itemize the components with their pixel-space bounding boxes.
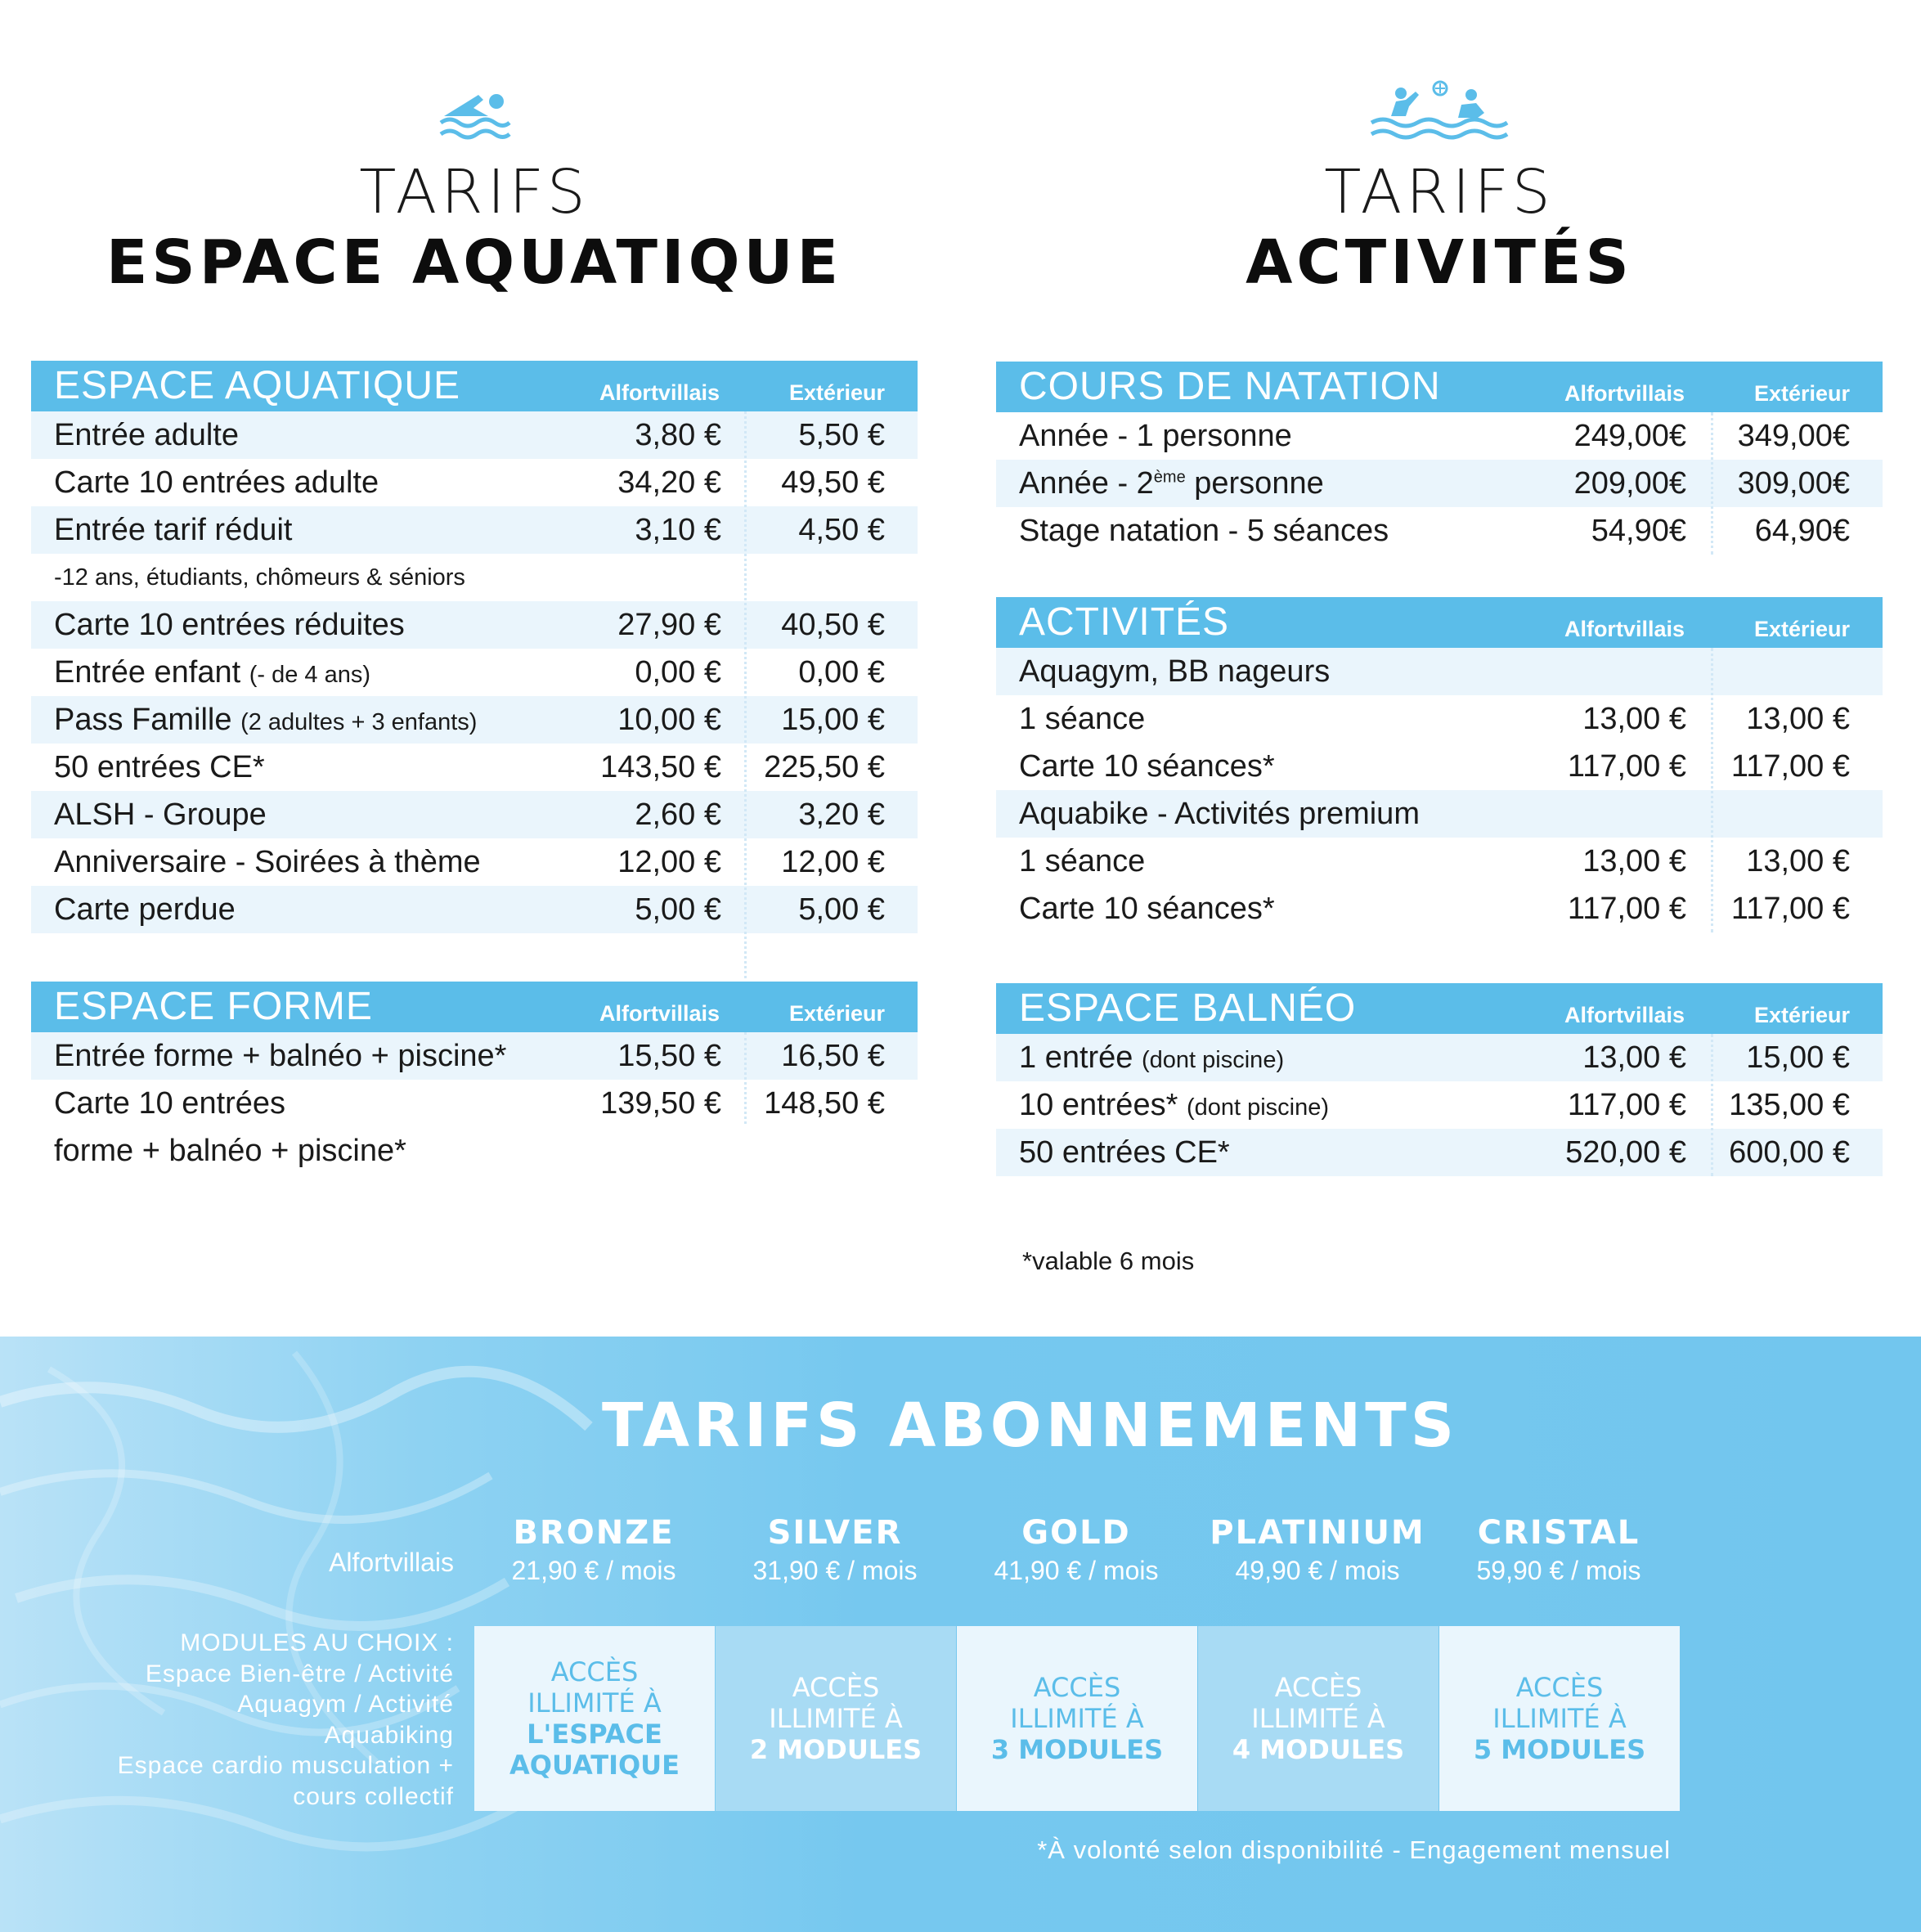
cours-natation-table (996, 362, 1883, 555)
price-exterieur: 13,00 € (1746, 702, 1850, 736)
price-alfortvillais: 13,00 € (1582, 702, 1686, 736)
price-alfortvillais: 27,90 € (617, 608, 721, 642)
validity-footnote: *valable 6 mois (1022, 1247, 1195, 1275)
row-label: Entrée forme + balnéo + piscine* (54, 1039, 507, 1073)
row-label-note: (- de 4 ans) (249, 662, 371, 688)
table-row (996, 743, 1883, 790)
tier-price: 31,90 € / mois (752, 1556, 918, 1585)
price-exterieur: 0,00 € (798, 655, 885, 690)
price-exterieur: 15,00 € (781, 703, 885, 737)
price-exterieur: 4,50 € (798, 513, 885, 547)
price-exterieur: 309,00€ (1737, 466, 1850, 501)
table-title: ACTIVITÉS (1019, 600, 1230, 644)
tier-name: SILVER (767, 1514, 903, 1552)
abonnements-section (0, 1337, 1921, 1932)
box-line: ILLIMITÉ À (769, 1703, 903, 1734)
row-label: 50 entrées CE* (54, 750, 265, 784)
price-exterieur: 15,00 € (1746, 1040, 1850, 1075)
tier-platinium (1197, 1513, 1438, 1587)
tier-name: CRISTAL (1477, 1514, 1640, 1552)
tier-gold (956, 1513, 1196, 1587)
tier-box-bronze (474, 1626, 715, 1811)
table-row (996, 838, 1883, 885)
espace-forme-table (31, 982, 918, 1175)
column-header-alfortvillais: Alfortvillais (599, 1001, 720, 1026)
price-exterieur: 600,00 € (1729, 1135, 1850, 1170)
table-row (31, 601, 918, 649)
table-row (31, 744, 918, 791)
price-row-label: Alfortvillais (329, 1548, 454, 1577)
box-line: ACCÈS (792, 1672, 880, 1703)
price-exterieur: 148,50 € (764, 1086, 885, 1121)
box-line: ILLIMITÉ À (1251, 1703, 1385, 1734)
row-label-main: Entrée enfant (54, 655, 241, 690)
table-title: ESPACE FORME (54, 985, 373, 1028)
table-row (996, 507, 1883, 555)
table-header (31, 361, 918, 411)
price-exterieur: 135,00 € (1729, 1088, 1850, 1122)
column-header-alfortvillais: Alfortvillais (1564, 381, 1685, 406)
price-exterieur: 5,00 € (798, 892, 885, 927)
table-title: ESPACE AQUATIQUE (54, 364, 461, 407)
espace-aquatique-table (31, 361, 918, 933)
row-label-note: (dont piscine) (1186, 1094, 1330, 1121)
box-line: ILLIMITÉ À (1492, 1703, 1627, 1734)
row-label: Stage natation - 5 séances (1019, 514, 1389, 548)
price-alfortvillais: 117,00 € (1567, 749, 1686, 784)
column-header-alfortvillais: Alfortvillais (1564, 617, 1685, 641)
column-header-exterieur: Extérieur (1753, 1003, 1850, 1027)
price-alfortvillais: 10,00 € (617, 703, 721, 737)
price-alfortvillais: 3,10 € (635, 513, 721, 547)
row-label: Carte 10 entrées adulte (54, 465, 379, 500)
row-label-main: 10 entrées* (1019, 1088, 1178, 1122)
column-header-alfortvillais: Alfortvillais (599, 380, 720, 405)
column-header-exterieur: Extérieur (788, 380, 885, 405)
tier-box-platinium (1198, 1626, 1439, 1811)
price-alfortvillais: 117,00 € (1567, 892, 1686, 926)
box-line: ILLIMITÉ À (1010, 1703, 1144, 1734)
row-label-note: (2 adultes + 3 enfants) (240, 709, 478, 735)
modules-list (45, 1628, 454, 1812)
tier-price: 59,90 € / mois (1476, 1556, 1641, 1585)
row-label-main: 1 entrée (1019, 1040, 1133, 1075)
abonnements-title: TARIFS ABONNEMENTS (601, 1391, 1458, 1461)
table-row (31, 459, 918, 506)
row-label-note: (dont piscine) (1142, 1047, 1285, 1073)
row-label (54, 649, 370, 699)
price-alfortvillais: 15,50 € (617, 1039, 721, 1073)
price-alfortvillais: 34,20 € (617, 465, 721, 500)
table-header (996, 597, 1883, 648)
table-row (31, 411, 918, 459)
table-row (996, 885, 1883, 932)
table-header (31, 982, 918, 1032)
tier-box-silver (716, 1626, 956, 1811)
table-title: ESPACE BALNÉO (1019, 986, 1357, 1030)
right-heading (965, 80, 1914, 298)
column-divider (744, 1032, 747, 1124)
left-heading-line1: TARIFS (359, 157, 590, 227)
price-exterieur: 117,00 € (1730, 892, 1850, 926)
left-heading (0, 88, 949, 298)
modules-line: MODULES AU CHOIX : (180, 1629, 454, 1656)
column-divider (1711, 412, 1713, 555)
price-exterieur: 5,50 € (798, 418, 885, 452)
row-note: -12 ans, étudiants, chômeurs & séniors (54, 564, 465, 591)
tier-silver (715, 1513, 955, 1587)
row-label (54, 696, 477, 746)
modules-line: Espace Bien-être / Activité (145, 1660, 454, 1687)
table-title: COURS DE NATATION (1019, 365, 1441, 408)
row-label: Carte 10 séances* (1019, 749, 1275, 784)
column-header-exterieur: Extérieur (788, 1001, 885, 1026)
row-label: Carte 10 séances* (1019, 892, 1275, 926)
row-label: ALSH - Groupe (54, 798, 267, 832)
row-label-main: Pass Famille (54, 703, 232, 737)
price-exterieur: 12,00 € (781, 845, 885, 879)
table-row (31, 791, 918, 838)
price-alfortvillais: 139,50 € (600, 1086, 721, 1121)
table-header (996, 362, 1883, 412)
price-alfortvillais: 0,00 € (635, 655, 721, 690)
price-alfortvillais: 5,00 € (635, 892, 721, 927)
row-label: forme + balnéo + piscine* (54, 1134, 406, 1168)
table-row (31, 649, 918, 696)
box-highlight: L'ESPACE (527, 1719, 662, 1750)
row-label: Aquabike - Activités premium (1019, 797, 1420, 831)
table-row (996, 1081, 1883, 1129)
table-row (996, 790, 1883, 838)
price-alfortvillais: 13,00 € (1582, 1040, 1686, 1075)
box-line: ACCÈS (1515, 1672, 1604, 1703)
tier-cristal (1439, 1513, 1679, 1587)
row-label: Carte 10 entrées (54, 1086, 286, 1121)
box-highlight: 3 MODULES (990, 1734, 1164, 1765)
tier-name: BRONZE (513, 1514, 675, 1552)
tier-name: GOLD (1021, 1514, 1131, 1552)
tier-bronze (474, 1513, 714, 1587)
column-divider (744, 411, 747, 978)
price-alfortvillais: 209,00€ (1573, 466, 1686, 501)
price-exterieur: 64,90€ (1754, 514, 1850, 548)
table-row (996, 1034, 1883, 1081)
column-header-exterieur: Extérieur (1753, 617, 1850, 641)
left-heading-line2: ESPACE AQUATIQUE (105, 227, 843, 298)
price-exterieur: 3,20 € (798, 798, 885, 832)
price-exterieur: 49,50 € (781, 465, 885, 500)
modules-line: Espace cardio musculation + (117, 1752, 454, 1779)
tier-name: PLATINIUM (1210, 1514, 1425, 1552)
price-exterieur: 16,50 € (781, 1039, 885, 1073)
modules-line: Aquagym / Activité (237, 1691, 454, 1718)
row-label: Entrée adulte (54, 418, 240, 452)
row-label: Entrée tarif réduit (54, 513, 293, 547)
column-header-alfortvillais: Alfortvillais (1564, 1003, 1685, 1027)
price-alfortvillais: 3,80 € (635, 418, 721, 452)
table-row (996, 460, 1883, 507)
row-label (1019, 460, 1324, 507)
modules-line: Aquabiking (324, 1721, 454, 1749)
column-divider (1711, 648, 1713, 932)
row-label: Année - 1 personne (1019, 419, 1292, 453)
table-row (31, 1080, 918, 1127)
price-alfortvillais: 520,00 € (1565, 1135, 1686, 1170)
table-row (31, 554, 918, 601)
price-alfortvillais: 249,00€ (1573, 419, 1686, 453)
tier-price: 21,90 € / mois (511, 1556, 676, 1585)
box-line: ILLIMITÉ À (527, 1687, 662, 1719)
table-row (996, 412, 1883, 460)
table-row (996, 648, 1883, 695)
row-label: 1 séance (1019, 844, 1146, 878)
row-label-sup: ème (1153, 468, 1186, 487)
row-label (1019, 1034, 1284, 1084)
water-play-icon (1370, 80, 1509, 141)
price-alfortvillais: 54,90€ (1591, 514, 1686, 548)
box-line: ACCÈS (550, 1656, 639, 1687)
row-label (1019, 1081, 1329, 1131)
table-row (996, 1129, 1883, 1176)
column-divider (1711, 1034, 1713, 1176)
row-label: 50 entrées CE* (1019, 1135, 1230, 1170)
price-alfortvillais: 2,60 € (635, 798, 721, 832)
table-row (31, 886, 918, 933)
modules-line: cours collectif (293, 1782, 454, 1810)
price-exterieur: 40,50 € (781, 608, 885, 642)
tier-price: 49,90 € / mois (1235, 1556, 1400, 1585)
table-row (31, 1032, 918, 1080)
tier-box-gold (957, 1626, 1197, 1811)
espace-balneo-table (996, 983, 1883, 1176)
column-header-exterieur: Extérieur (1753, 381, 1850, 406)
swimmer-icon (438, 88, 511, 141)
row-label-part: Année - 2 (1019, 466, 1154, 501)
table-header (996, 983, 1883, 1034)
table-row (31, 506, 918, 554)
price-alfortvillais: 117,00 € (1567, 1088, 1686, 1122)
tier-price: 41,90 € / mois (994, 1556, 1159, 1585)
box-highlight: 2 MODULES (749, 1734, 922, 1765)
table-row (31, 1127, 918, 1175)
table-row (31, 696, 918, 744)
price-exterieur: 117,00 € (1730, 749, 1850, 784)
price-exterieur: 13,00 € (1746, 844, 1850, 878)
row-label: Carte 10 entrées réduites (54, 608, 405, 642)
box-highlight: 5 MODULES (1473, 1734, 1646, 1765)
table-row (996, 695, 1883, 743)
row-label: Aquagym, BB nageurs (1019, 654, 1331, 689)
table-row (31, 838, 918, 886)
right-heading-line1: TARIFS (1324, 157, 1555, 227)
activites-table (996, 597, 1883, 932)
box-highlight: AQUATIQUE (509, 1750, 680, 1781)
abonnements-note: *À volonté selon disponibilité - Engagement mensuel (1037, 1835, 1671, 1864)
row-label: Carte perdue (54, 892, 236, 927)
price-alfortvillais: 13,00 € (1582, 844, 1686, 878)
price-alfortvillais: 12,00 € (617, 845, 721, 879)
row-label: Anniversaire - Soirées à thème (54, 845, 481, 879)
row-label: 1 séance (1019, 702, 1146, 736)
price-alfortvillais: 143,50 € (600, 750, 721, 784)
price-exterieur: 349,00€ (1737, 419, 1850, 453)
row-label-part: personne (1185, 466, 1324, 501)
right-heading-line2: ACTIVITÉS (1246, 227, 1633, 298)
box-line: ACCÈS (1033, 1672, 1121, 1703)
price-exterieur: 225,50 € (764, 750, 885, 784)
tier-box-cristal (1439, 1626, 1680, 1811)
box-highlight: 4 MODULES (1232, 1734, 1405, 1765)
box-line: ACCÈS (1274, 1672, 1362, 1703)
